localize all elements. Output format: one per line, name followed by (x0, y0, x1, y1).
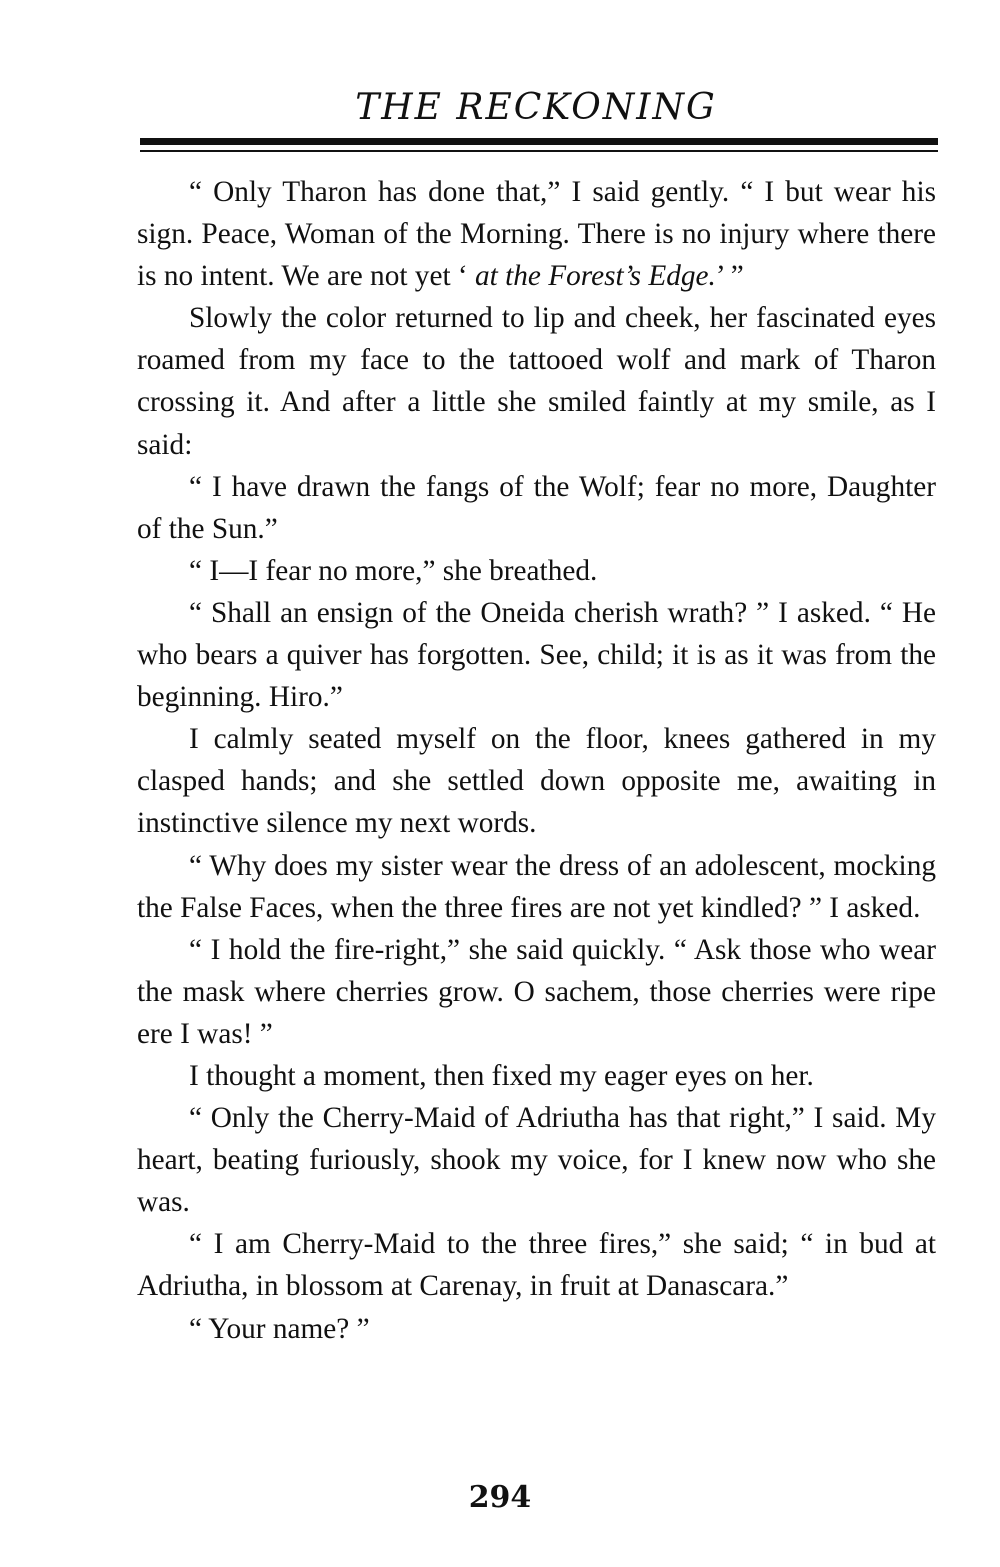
paragraph: “ Why does my sister wear the dress of an adolescent, mocking the False Faces, when the three fires are not yet kindled? ” I asked. (137, 849, 936, 924)
paragraph: I calmly seated myself on the floor, knees gathered in my clasped hands; and she settled down opposite me, awaiting in instinctive silence my next words. (137, 723, 936, 840)
paragraph: “ Your name? ” (189, 1312, 370, 1345)
paragraph: “ I hold the fire-right,” she said quickly. “ Ask those who wear the mask where cherries grow. O sachem, those cherries were ripe ere I was! ” (137, 933, 936, 1050)
header-rule-thin (140, 150, 938, 152)
body-text (137, 171, 936, 1350)
paragraph: “ Shall an ensign of the Oneida cherish wrath? ” I asked. “ He who bears a quiver has forgotten. See, child; it is as it was from the beginning. Hiro.” (137, 596, 936, 714)
italic-phrase: at the Forest’s Edge. (475, 260, 716, 293)
paragraph: Slowly the color returned to lip and cheek, her fascinated eyes roamed from my face to the tattooed wolf and mark of Tharon crossing it. And after a little she smiled faintly at my smile, as I said: (137, 302, 936, 461)
paragraph: I thought a moment, then fixed my eager eyes on her. (189, 1059, 814, 1092)
paragraph: “ I have drawn the fangs of the Wolf; fear no more, Daughter of the Sun.” (137, 470, 936, 545)
running-title: THE RECKONING (355, 87, 717, 128)
page-number: 294 (468, 1480, 532, 1515)
paragraph: “ Only Tharon has done that,” I said gently. “ I but wear his sign. Peace, Woman of the Morning. There is no injury where there is no intent. We are not yet ‘ at the Forest’s Edge.’ ” (137, 176, 936, 293)
paragraph: “ I—I fear no more,” she breathed. (189, 554, 598, 587)
paragraph: “ Only the Cherry-Maid of Adriutha has that right,” I said. My heart, beating furiously, shook my voice, for I knew now who she was. (137, 1102, 936, 1219)
paragraph: “ I am Cherry-Maid to the three fires,” she said; “ in bud at Adriutha, in blossom at Carenay, in fruit at Danascara.” (137, 1228, 936, 1303)
header-rule-thick (140, 138, 938, 145)
